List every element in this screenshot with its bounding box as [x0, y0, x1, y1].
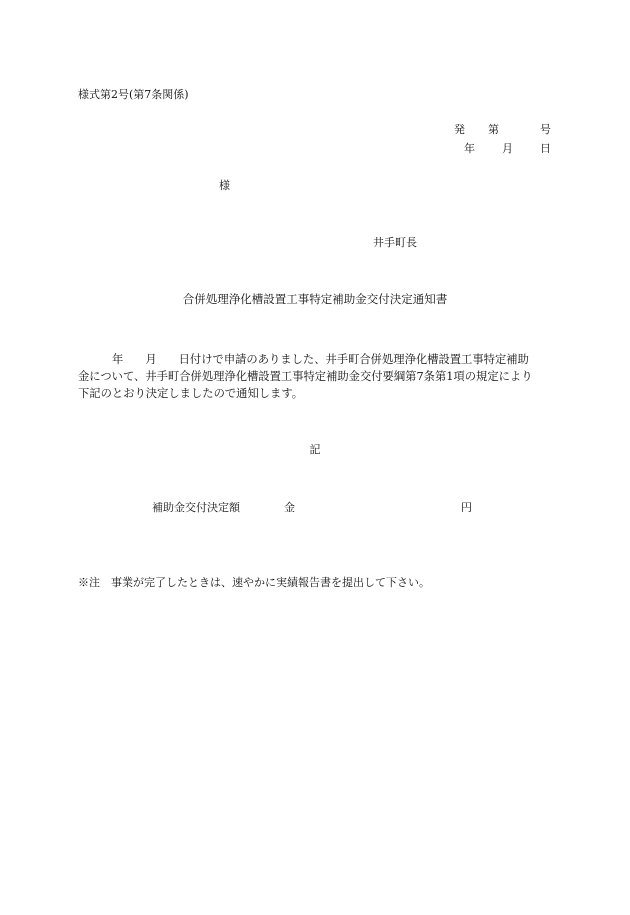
ki-heading: 記	[309, 443, 321, 456]
grant-amount-label: 補助金交付決定額	[152, 501, 240, 514]
notice-body	[78, 351, 552, 402]
body-month: 月	[145, 353, 157, 366]
body-line-2: 金について、井手町合併処理浄化槽設置工事特定補助金交付要綱第7条第1項の規定により	[78, 370, 533, 383]
addressee-honorific: 様	[219, 179, 230, 192]
reference-dai: 第	[488, 123, 499, 136]
date-day: 日	[540, 142, 551, 155]
date-month: 月	[502, 142, 513, 155]
form-number: 様式第2号(第7条関係)	[78, 88, 189, 101]
body-year: 年	[112, 353, 124, 366]
document-title: 合併処理浄化槽設置工事特定補助金交付決定通知書	[182, 292, 448, 306]
reference-number-line	[454, 124, 550, 135]
body-line-3: 下記のとおり決定しましたので通知します。	[78, 387, 304, 400]
grant-amount-kin: 金	[284, 501, 295, 514]
grant-amount-yen: 円	[461, 501, 472, 514]
reference-gou: 号	[540, 123, 551, 136]
sender-title: 井手町長	[373, 236, 417, 249]
date-line	[464, 143, 550, 154]
completion-note: ※注 事業が完了したときは、速やかに実績報告書を提出して下さい。	[78, 576, 430, 589]
body-line-1-text: 日付けで申請のありました、井手町合併処理浄化槽設置工事特定補助	[178, 353, 529, 366]
reference-hatsu: 発	[454, 123, 465, 136]
body-line-1	[78, 351, 552, 368]
date-year: 年	[464, 142, 475, 155]
